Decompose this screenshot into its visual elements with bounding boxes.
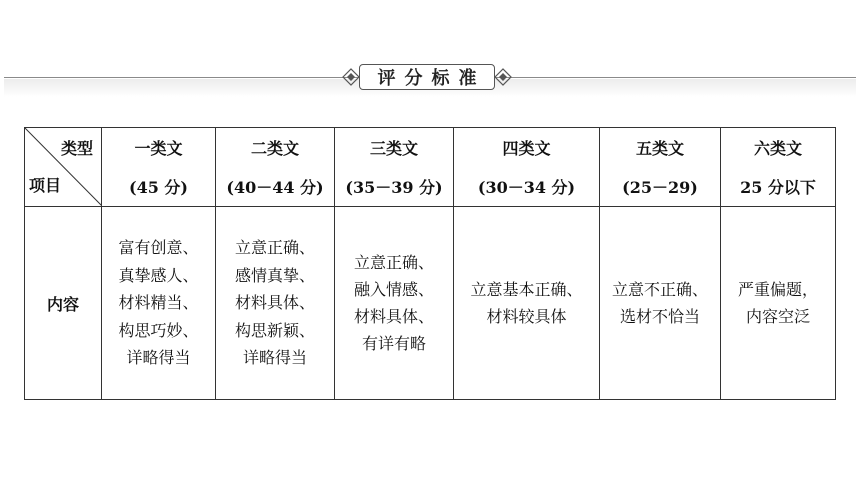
- cell-line: 构思新颖、: [234, 320, 315, 340]
- cell-line: 内容空泛: [745, 307, 810, 326]
- column-header: [102, 128, 216, 207]
- cell-line: 立意正确、: [353, 253, 434, 272]
- cell-line: 详略得当: [242, 348, 307, 368]
- ornament-right-icon: [491, 62, 513, 92]
- cell-line: 材料较具体: [486, 307, 567, 326]
- column-header: [600, 128, 721, 207]
- table-cell: [454, 207, 600, 400]
- table-cell: [216, 207, 335, 400]
- cell-line: 材料具体、: [234, 293, 315, 313]
- column-name: 三类文: [369, 139, 418, 158]
- cell-line: 立意正确、: [234, 238, 315, 258]
- cell-line: 选材不恰当: [619, 307, 700, 326]
- table-cell: [102, 207, 216, 400]
- section-banner: [0, 56, 860, 100]
- column-score-range: (45 分): [129, 178, 188, 197]
- cell-line: 构思巧妙、: [118, 320, 199, 340]
- column-name: 五类文: [635, 139, 684, 158]
- table-cell: [600, 207, 721, 400]
- header-row: [25, 128, 836, 207]
- corner-type-label: 类型: [60, 139, 93, 158]
- cell-line: 感情真挚、: [234, 265, 315, 285]
- column-score-range: (25－29): [622, 178, 698, 197]
- cell-line: 融入情感、: [353, 280, 434, 299]
- cell-line: 有详有略: [361, 334, 426, 353]
- table-cell: [721, 207, 836, 400]
- cell-line: 材料精当、: [118, 293, 199, 313]
- banner-title: 评分标准: [377, 68, 486, 89]
- content-row: [25, 207, 836, 400]
- column-name: 二类文: [250, 139, 299, 158]
- column-score-range: (30－34 分): [477, 178, 576, 197]
- column-header: [216, 128, 335, 207]
- cell-line: 真挚感人、: [118, 265, 199, 285]
- column-name: 六类文: [753, 139, 802, 158]
- grading-table: [24, 127, 836, 400]
- column-score-range: (40－44 分): [226, 178, 324, 197]
- column-header: [454, 128, 600, 207]
- column-name: 一类文: [134, 139, 183, 158]
- column-header: [335, 128, 454, 207]
- cell-line: 严重偏题，: [737, 280, 818, 299]
- cell-line: 立意不正确、: [611, 280, 708, 299]
- corner-item-label: 项目: [29, 176, 62, 195]
- cell-line: 材料具体、: [353, 307, 434, 326]
- column-score-range: (35－39 分): [345, 178, 443, 197]
- cell-line: 立意基本正确、: [470, 280, 583, 299]
- banner-badge: [341, 62, 513, 92]
- column-header: [721, 128, 836, 207]
- cell-line: 富有创意、: [118, 238, 199, 258]
- cell-line: 详略得当: [126, 348, 191, 368]
- table-cell: [335, 207, 454, 400]
- corner-cell: [25, 128, 102, 207]
- column-score-range: 25 分以下: [740, 178, 816, 197]
- row-label: 内容: [25, 207, 102, 400]
- column-name: 四类文: [502, 139, 551, 158]
